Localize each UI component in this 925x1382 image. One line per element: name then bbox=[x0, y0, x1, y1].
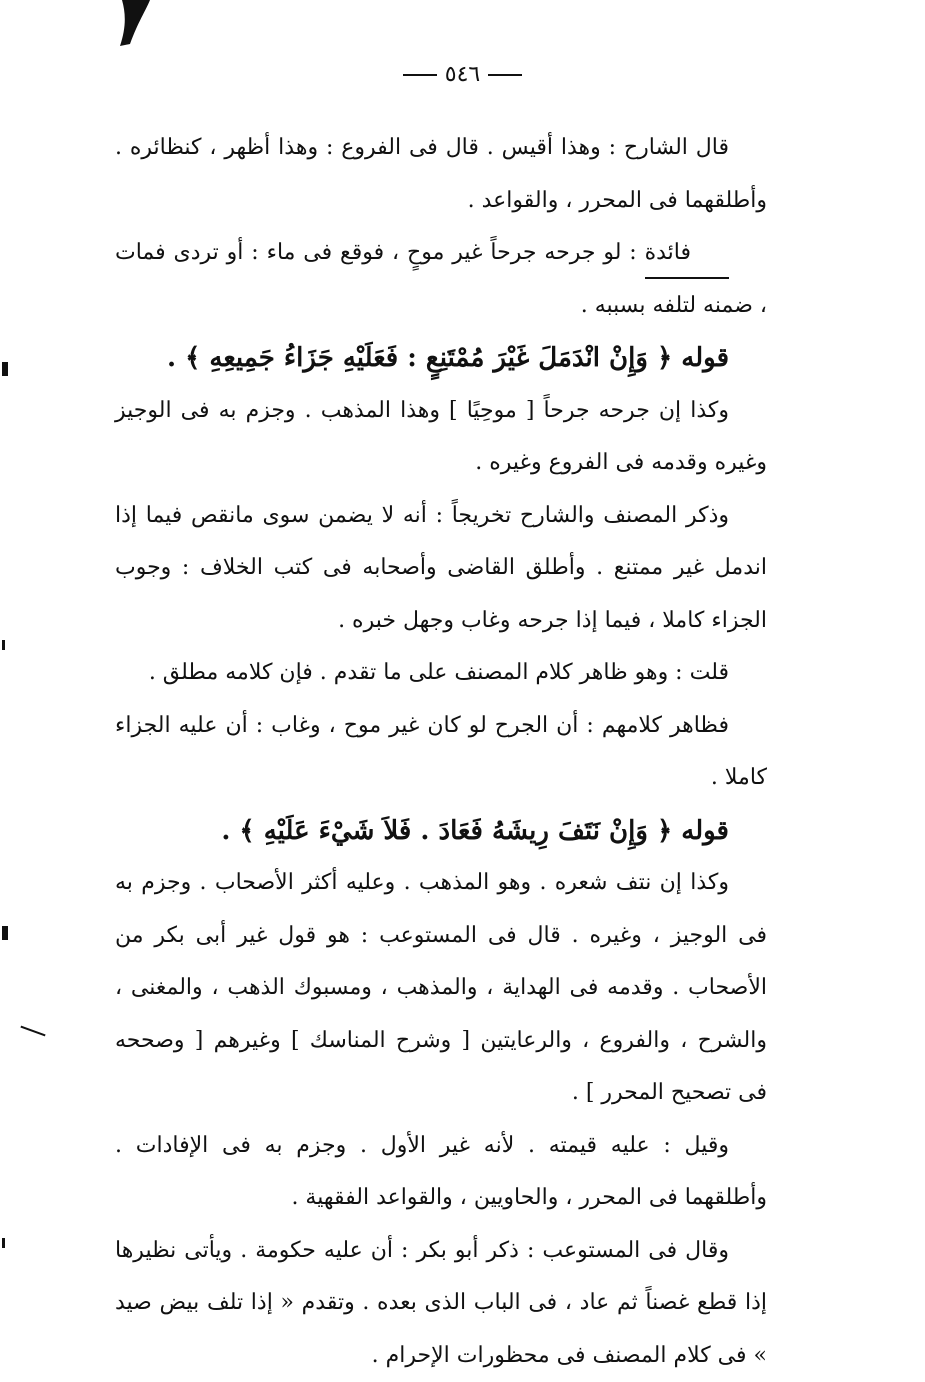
paragraph-fa: فائدة : لو جرحه جرحاً غير موحٍ ، فوقع فى ماء : أو تردى فمات ، ضمنه لتلفه بسببه . bbox=[115, 227, 767, 332]
paragraph: وقيل : عليه قيمته . لأنه غير الأول . وجزم به فى الإفادات . وأطلقهما فى المحرر ، والحاويين ، والقواعد الفقهية . bbox=[115, 1120, 767, 1225]
edge-mark bbox=[2, 362, 8, 376]
corner-ink-mark bbox=[112, 0, 152, 46]
paragraph: فظاهر كلامهم : أن الجرح لو كان غير موح ، وغاب : أن عليه الجزاء كاملا . bbox=[115, 700, 767, 805]
folio-dash-left bbox=[403, 74, 437, 76]
edge-mark bbox=[2, 926, 8, 940]
quote-heading: قوله ﴿ وَإِنْ انْدَمَلَ غَيْرَ مُمْتَنِعٍ : فَعَلَيْهِ جَزَاءُ جَمِيعِهِ ﴾ . bbox=[115, 332, 767, 385]
paragraph: وكذا إن جرحه جرحاً [ موحِيًا ] وهذا المذهب . وجزم به فى الوجيز وغيره وقدمه فى الفروع وغيره . bbox=[115, 385, 767, 490]
folio-dash-right bbox=[488, 74, 522, 76]
edge-mark bbox=[2, 640, 5, 650]
paragraph: قال الشارح : وهذا أقيس . قال فى الفروع : وهذا أظهر ، كنظائره . وأطلقهما فى المحرر ، والقواعد . bbox=[115, 122, 767, 227]
paragraph: وقال فى المستوعب : ذكر أبو بكر : أن عليه حكومة . ويأتى نظيرها إذا قطع غصناً ثم عاد ، فى الباب الذى بعده . وتقدم « إذا تلف بيض صيد » فى كلام المصنف فى محظورات الإحرام . bbox=[115, 1225, 767, 1382]
paragraph: قلت : وهو ظاهر كلام المصنف على ما تقدم . فإن كلامه مطلق . bbox=[115, 647, 767, 700]
paragraph: وذكر المصنف والشارح تخريجاً : أنه لا يضمن سوى مانقص فيما إذا اندمل غير ممتنع . وأطلق القاضى وأصحابه فى كتب الخلاف : وجوب الجزاء كاملا ، فيما إذا جرحه وغاب وجهل خبره . bbox=[115, 490, 767, 648]
page-number: ٥٤٦ bbox=[445, 62, 480, 87]
edge-mark bbox=[2, 1238, 5, 1248]
page-number-header bbox=[0, 62, 925, 87]
quote-heading: قوله ﴿ وَإِنْ نَتَفَ رِيشَهُ فَعَادَ . فَلاَ شَيْءَ عَلَيْهِ ﴾ . bbox=[115, 805, 767, 858]
body-text bbox=[115, 122, 767, 1382]
fa-label: فائدة bbox=[645, 233, 729, 279]
edge-mark bbox=[20, 1026, 45, 1037]
paragraph: وكذا إن نتف شعره . وهو المذهب . وعليه أكثر الأصحاب . وجزم به فى الوجيز ، وغيره . قال فى المستوعب : هو قول غير أبى بكر من الأصحاب . وقدمه فى الهداية ، والمذهب ، ومسبوك الذهب ، والمغنى ، والشرح ، والفروع ، والرعايتين [ وشرح المناسك ] وغيرهم [ وصححه فى تصحيح المحرر ] . bbox=[115, 857, 767, 1120]
